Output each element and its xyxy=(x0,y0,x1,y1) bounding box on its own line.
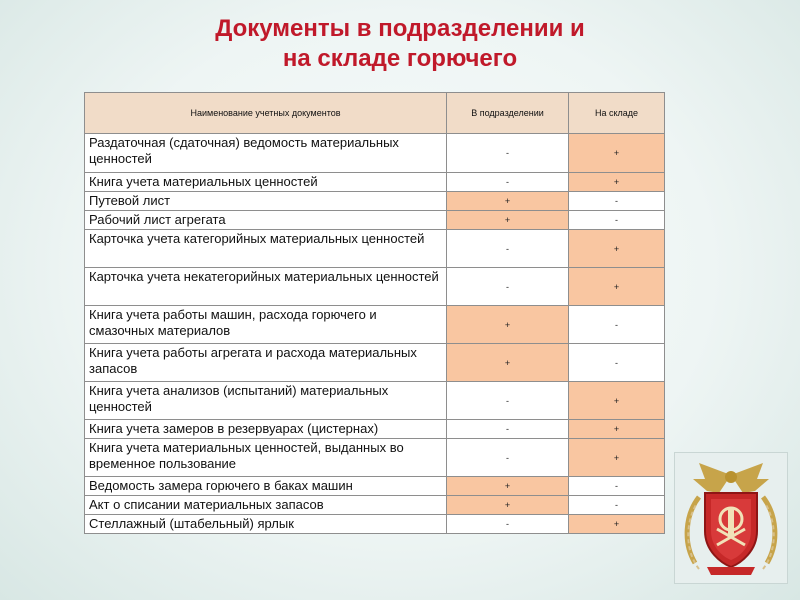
table-row xyxy=(85,173,665,192)
table-row xyxy=(85,382,665,420)
column-header-unit: В подразделении xyxy=(447,93,569,134)
unit-cell: + xyxy=(447,211,569,230)
document-name-cell: Книга учета работы машин, расхода горючего и смазочных материалов xyxy=(85,306,447,344)
table-row xyxy=(85,477,665,496)
table-row xyxy=(85,211,665,230)
unit-cell: + xyxy=(447,344,569,382)
unit-cell: - xyxy=(447,382,569,420)
warehouse-cell: + xyxy=(569,515,665,534)
unit-cell: - xyxy=(447,439,569,477)
warehouse-cell: + xyxy=(569,382,665,420)
document-name-cell: Акт о списании материальных запасов xyxy=(85,496,447,515)
unit-cell: + xyxy=(447,192,569,211)
document-name-cell: Карточка учета категорийных материальных ценностей xyxy=(85,230,447,268)
unit-cell: - xyxy=(447,134,569,173)
warehouse-cell: - xyxy=(569,496,665,515)
warehouse-cell: + xyxy=(569,230,665,268)
table-row xyxy=(85,496,665,515)
warehouse-cell: - xyxy=(569,306,665,344)
document-name-cell: Путевой лист xyxy=(85,192,447,211)
title-line-1: Документы в подразделении и xyxy=(215,15,585,42)
table-row xyxy=(85,134,665,173)
warehouse-cell: + xyxy=(569,439,665,477)
table-row xyxy=(85,344,665,382)
document-name-cell: Ведомость замера горючего в баках машин xyxy=(85,477,447,496)
title-line-2: на складе горючего xyxy=(282,45,518,72)
warehouse-cell: + xyxy=(569,134,665,173)
military-emblem-icon xyxy=(675,453,787,583)
table-row xyxy=(85,515,665,534)
unit-cell: - xyxy=(447,420,569,439)
document-name-cell: Книга учета анализов (испытаний) материальных ценностей xyxy=(85,382,447,420)
warehouse-cell: + xyxy=(569,173,665,192)
table-row xyxy=(85,420,665,439)
documents-table xyxy=(84,92,665,534)
unit-cell: - xyxy=(447,268,569,306)
unit-cell: + xyxy=(447,477,569,496)
unit-cell: - xyxy=(447,515,569,534)
table-row xyxy=(85,230,665,268)
unit-cell: + xyxy=(447,496,569,515)
document-name-cell: Книга учета замеров в резервуарах (цистернах) xyxy=(85,420,447,439)
document-name-cell: Стеллажный (штабельный) ярлык xyxy=(85,515,447,534)
table-row xyxy=(85,268,665,306)
column-header-document-name: Наименование учетных документов xyxy=(85,93,447,134)
warehouse-cell: + xyxy=(569,268,665,306)
document-name-cell: Карточка учета некатегорийных материальных ценностей xyxy=(85,268,447,306)
unit-cell: - xyxy=(447,230,569,268)
document-name-cell: Книга учета материальных ценностей, выданных во временное пользование xyxy=(85,439,447,477)
unit-cell: + xyxy=(447,306,569,344)
warehouse-cell: - xyxy=(569,192,665,211)
warehouse-cell: - xyxy=(569,344,665,382)
table-header-row xyxy=(85,93,665,134)
table-row xyxy=(85,439,665,477)
document-name-cell: Раздаточная (сдаточная) ведомость материальных ценностей xyxy=(85,134,447,173)
table-row xyxy=(85,192,665,211)
documents-table-container xyxy=(84,92,664,534)
document-name-cell: Рабочий лист агрегата xyxy=(85,211,447,230)
warehouse-cell: - xyxy=(569,477,665,496)
column-header-warehouse: На складе xyxy=(569,93,665,134)
table-row xyxy=(85,306,665,344)
page-title xyxy=(120,14,680,74)
warehouse-cell: + xyxy=(569,420,665,439)
unit-cell: - xyxy=(447,173,569,192)
document-name-cell: Книга учета работы агрегата и расхода материальных запасов xyxy=(85,344,447,382)
emblem-image xyxy=(674,452,788,584)
document-name-cell: Книга учета материальных ценностей xyxy=(85,173,447,192)
warehouse-cell: - xyxy=(569,211,665,230)
table-body xyxy=(85,134,665,534)
